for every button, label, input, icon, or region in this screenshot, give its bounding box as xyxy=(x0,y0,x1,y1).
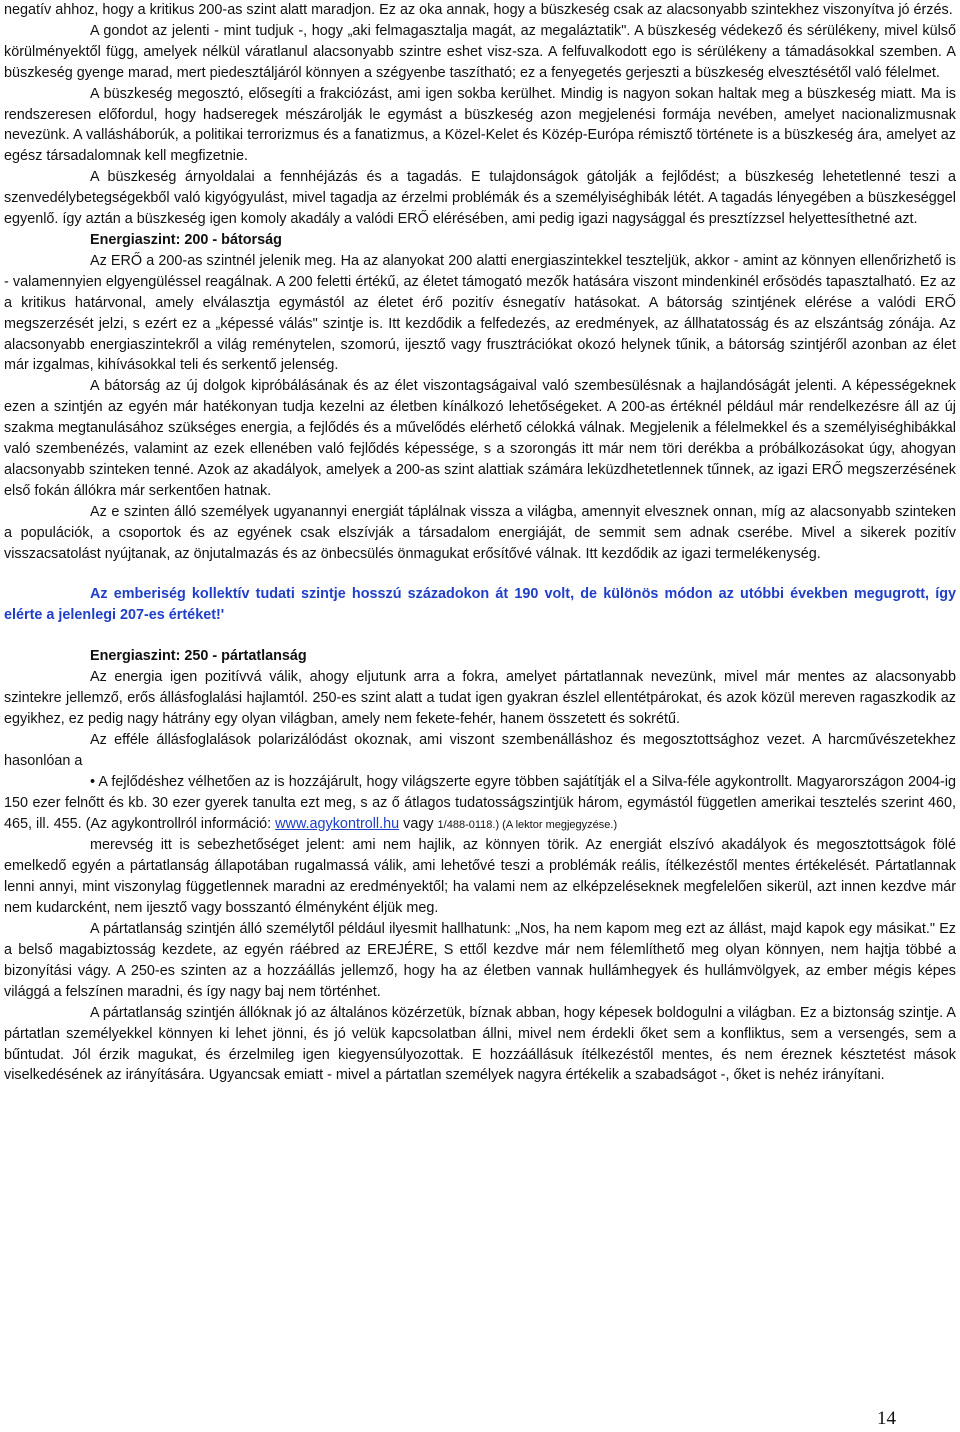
footnote-small-text: 1/488-0118.) (A lektor megjegyzése.) xyxy=(437,818,618,831)
paragraph: A gondot az jelenti - mint tudjuk -, hogy „aki felmagasztalja magát, az megaláztatik". A büszkeség védekező és sérülékeny, mivel külső körülményektől függ, amelyek nélkül váratlanul alacsonyabb szintre eshet visz-sza. A felfuvalkodott ego is sérülékeny a támadásokkal szemben. A büszkeség gyenge marad, mert piedesztáljáról könnyen a szégyenbe taszítható; ez a fenyegetés gerjeszti a büszkeség elvesztésétől való félelmet. xyxy=(4,22,956,81)
paragraph: Az energia igen pozitívvá válik, ahogy eljutunk arra a fokra, amelyet pártatlannak nevezünk, mivel már mentes az alacsonyabb szintekre jellemző, erős állásfoglalási hajlamtól. 250-es szint alatt a tudat igen gyakran észlel ellentétpárokat, és azok közül mereven ragaszkodik az egyikhez, ez pedig nagy hátrány egy olyan világban, amely nem fekete-fehér, hanem összetett és sokrétű. xyxy=(4,669,956,727)
section-heading-200: Energiaszint: 200 - bátorság xyxy=(90,231,282,248)
paragraph: A pártatlanság szintjén állóknak jó az általános közérzetük, bíznak abban, hogy képesek boldogulni a világban. Ez a biztonság szintje. A pártatlan személyekkel könnyen ki lehet jönni, és jó velük kapcsolatban állni, mivel nem érdekli őket sem a konfliktus, sem a versengés, sem a bűntudat. Jól érzik magukat, és érzelmileg igen kiegyensúlyozottak. E hozzáállásuk ítélkezéstől mentes, és nem éreznek késztetést mások viselkedésének az irányítására. Ugyancsak emiatt - mivel a pártatlan személyek nagyra értékelik a szabadságot -, őket is nehéz irányítani. xyxy=(4,1004,956,1084)
paragraph: Az ERŐ a 200-as szintnél jelenik meg. Ha az alanyokat 200 alatti energiaszintekkel teszteljük, akkor - amint az könnyen ellenőrizhető is - valamennyien elgyengüléssel reagálnak. A 200 feletti értékű, az életet támogató mezők hatására viszont mindenkinél erősödés tapasztalható. Ez az a kritikus határvonal, amely elválasztja egymástól az életet érő pozitív ésnegatív hatásokat. A bátorság szintjének elérése a valódi ERŐ megszerzését jelzi, s ezért ez a „képessé válás" szintje is. Itt kezdődik a felfedezés, az eredmények, az állhatatosság és az elszántság zónája. Az alacsonyabb energiaszintekről a világ reménytelen, szomorú, ijesztő vagy frusztrációkat okozó helynek tűnik, a bátorság szintjéről azonban az élet már izgalmas, kihívásokkal teli és serkentő jelenség. xyxy=(4,252,956,374)
paragraph: A büszkeség megosztó, elősegíti a frakciózást, ami igen sokba kerülhet. Mindig is nagyon sokan haltak meg a büszkeség miatt. Ma is rendszeresen előfordul, hogy hadseregek mészárolják le egymást a büszkeség azon megjelenési formája nevében, amelyet nacionalizmusnak nevezünk. A vallásháborúk, a politikai terrorizmus és a fanatizmus, a Közel-Kelet és Közép-Európa rémisztő története is a büszkeség ára, amelyet az egész társadalomnak kell megfizetnie. xyxy=(4,85,956,165)
agykontroll-link[interactable]: www.agykontroll.hu xyxy=(275,815,400,832)
paragraph: negatív ahhoz, hogy a kritikus 200-as szint alatt maradjon. Ez az oka annak, hogy a büszkeség csak az alacsonyabb szintekhez viszonyítva jó érzés. xyxy=(4,2,953,18)
section-heading-250: Energiaszint: 250 - pártatlanság xyxy=(90,648,307,665)
document-page xyxy=(4,0,956,1086)
footnote-paragraph xyxy=(4,772,956,836)
paragraph: Az e szinten álló személyek ugyanannyi energiát táplálnak vissza a világba, amennyit elvesznek onnan, míg az alacsonyabb szinteken a populációk, a csoportok és az egyének csak elszívják a társadalom energiáját, de semmit sem adnak cserébe. Mivel a sikerek pozitív visszacsatolást nyújtanak, az önjutalmazás és az önbecsülés önmagukat erősítővé válnak. Itt kezdődik az igazi termelékenység. xyxy=(4,503,956,562)
paragraph: A pártatlanság szintjén álló személytől például ilyesmit hallhatunk: „Nos, ha nem kapom meg ezt az állást, majd kapok egy másikat." Ez a belső magabiztosság kezdete, az egyén ráébred az EREJÉRE, S ettől kezdve már nem félemlíthető meg olyan könnyen, nem hajtja többé a bizonyítási vágy. A 250-es szinten az a hozzáállás jellemző, hogy ha az életben vannak hullámhegyek és hullámvölgyek, az ember mégis képes világgá a felszínen maradni, és így nagy baj nem történhet. xyxy=(4,921,956,1000)
paragraph: Az efféle állásfoglalások polarizálódást okoznak, ami viszont szembenálláshoz és megosztottsághoz vezet. A harcművészetekhez hasonlóan a xyxy=(4,731,956,769)
page-number: 14 xyxy=(877,1408,896,1429)
paragraph: merevség itt is sebezhetőséget jelent: ami nem hajlik, az könnyen törik. Az energiát elszívó akadályok és megosztottságok fölé emelkedő egyén a pártatlanság állapotában rugalmassá válik, ami lehetővé teszi a problémák reális, ítélkezéstől mentes értékelését. Pártatlannak lenni annyi, mint viszonylag függetlennek maradni az eredményektől; ha valami nem az elképzeléseknek megfelelően sikerül, azt innen kezdve már nem kudarcként, nem ijesztő vagy bosszantó élményként éljük meg. xyxy=(4,837,956,917)
highlighted-statement: Az emberiség kollektív tudati szintje hosszú századokon át 190 volt, de különös módon az utóbbi években megugrott, így elérte a jelenlegi 207-es értéket!' xyxy=(4,586,956,624)
paragraph: A büszkeség árnyoldalai a fennhéjázás és a tagadás. E tulajdonságok gátolják a fejlődést; a büszkeség lehetetlenné teszi a szenvedélybetegségekből való kigyógyulást, mivel tagadja az érzelmi problémák és a személyiséghibák létét. A tagadás lényegében a büszkeséggel egyenlő. így aztán a büszkeség igen komoly akadály a valódi ERŐ elérésében, ami pedig igazi nagysággal és presztízzsel helyettesíthetné azt. xyxy=(4,169,956,228)
paragraph: A bátorság az új dolgok kipróbálásának és az élet viszontagságaival való szembesülésnak a hajlandóságát jelenti. A képességeknek ezen a szintjén az egyén már hatékonyan tudja kezelni az életben kínálkozó lehetőségeket. A 200-as értéknél például már rendelkezésre áll az új szakma megtanulásához szükséges energia, a fejlődés és a művelődés elérhető célokká válnak. Megjelenik a félelmekkel és a személyiséghibákkal való szembenézés, valamint az ezek ellenében való fejlődés képessége, s a szorongás itt már nem töri derékba a próbálkozásokat úgy, ahogyan alacsonyabb szinteken tenné. Azok az akadályok, amelyek a 200-as szint alattiak számára leküzdhetetlennek tűnnek, az igazi ERŐ megszerzésének első fokán állókra már serkentően hatnak. xyxy=(4,378,956,499)
footnote-text: • A fejlődéshez vélhetően az is hozzájárult, hogy világszerte egyre többen sajátítják el a Silva-féle agykontrollt. Magyarországon 2004-ig 150 ezer felnőtt és kb. 30 ezer gyerek tanulta ezt meg, s az ő átlagos tudatosságszintjük három, egymástól független amerikai tesztelés szerint 460, 465, ill. 455. (Az agykontrollról információ: xyxy=(4,773,956,832)
footnote-text-cont: vagy xyxy=(399,815,438,832)
